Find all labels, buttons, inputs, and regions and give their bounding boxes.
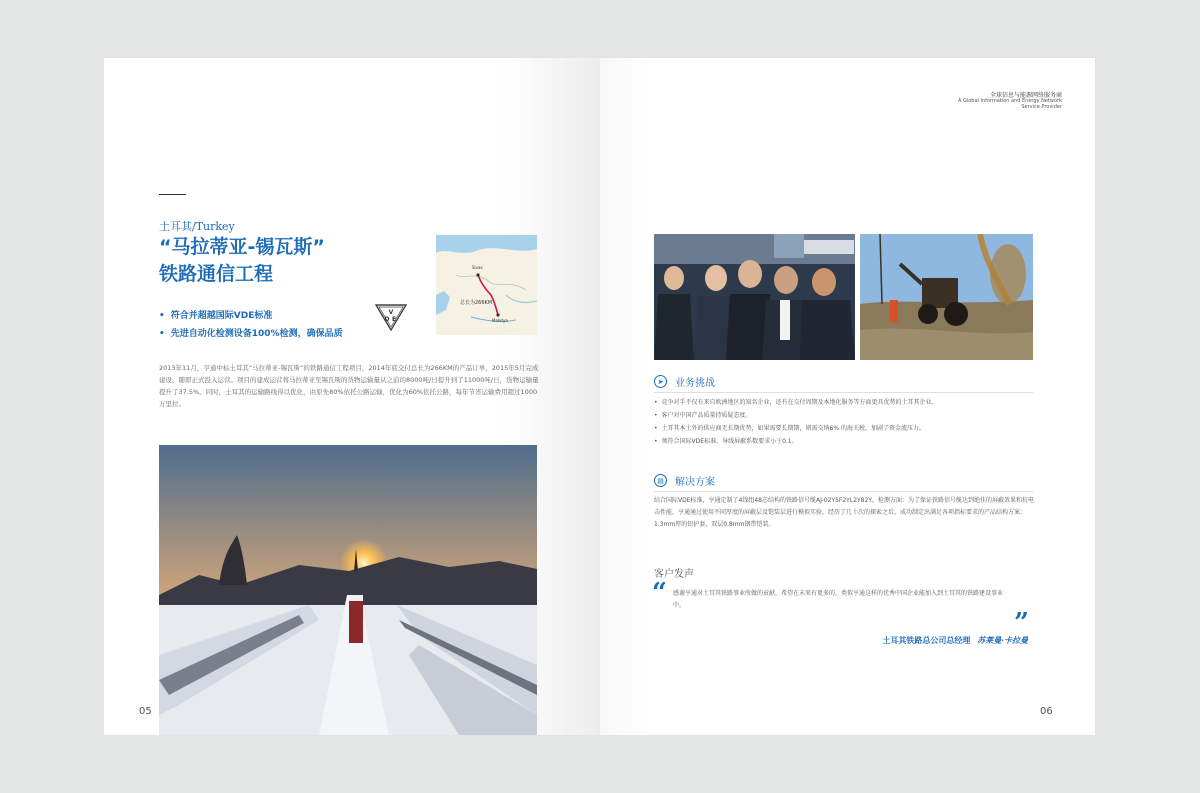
company-tagline-en: A Global Information and Energy Network Service Provider [957, 98, 1062, 110]
left-page [104, 58, 600, 735]
signature-name: 苏莱曼·卡拉曼 [977, 635, 1028, 645]
quote-signature [882, 635, 1028, 646]
section-divider [654, 392, 1033, 393]
feature-item: • 先进自动化检测设备100%检测，确保品质 [159, 325, 343, 343]
customer-voice-title: 客户发声 [654, 569, 694, 580]
page-number: 05 [139, 706, 152, 717]
project-title [159, 234, 419, 288]
signature-role: 土耳其铁路总公司总经理 [882, 636, 971, 645]
map-city-label: Malatya [492, 318, 508, 323]
feature-item: • 符合并超越国际VDE标准 [159, 307, 343, 325]
solution-title: 解决方案 [675, 477, 715, 488]
section-rule [159, 194, 186, 195]
region-label: 土耳其/Turkey [159, 220, 235, 233]
excavation-photo [860, 234, 1033, 360]
project-title-line1: “马拉蒂亚-锡瓦斯” [159, 236, 325, 258]
challenge-title: 业务挑战 [675, 378, 715, 389]
challenge-item: • 须符合国际VDE标准，导线屏蔽系数要求小于0.1。 [654, 435, 1034, 448]
route-map [436, 235, 537, 335]
project-title-line2: 铁路通信工程 [159, 263, 274, 285]
page-number: 06 [1040, 706, 1053, 717]
feature-list [159, 307, 343, 343]
project-description: 2013年11月，亨通中标土耳其“马拉蒂亚-锡瓦斯”的铁路通信工程项目，2014年底交付总长为266KM的产品订单，2015年5月完成建设，随即正式投入运营。项目的建成运营将马拉蒂亚至锡瓦斯的货物运输量从之前的8000吨/日提升到了11000吨/日，货物运输量提升了37.5%。同时，土耳其的运输路线得以优化，由原先80%依托公路运输，优化为60%依托公路，每年节省运输费用超过1000万里拉。 [159, 364, 539, 408]
challenge-item: • 客户对中国产品质量持质疑态度。 [654, 409, 1034, 422]
quote-close-icon: ” [1014, 608, 1029, 638]
solution-text: 结合国际VDE标准，亨通定制了4线组48芯结构的铁路信号缆AJ-02Y5F2YL2Y82Y。检测方面：为了保证铁路信号缆达到绝佳的屏蔽效果和抗电击性能，亨通通过使用不同厚度的屏蔽层及铠装层进行模拟实验，经历了几十次的探索之后，成功制定出满足各项指标要求的产品结构方案：1.3mm厚的铝护套，双层0.8mm钢带铠装。 [654, 497, 1034, 528]
company-tagline-cn: 全球信息与能源网络服务商 [989, 92, 1062, 99]
map-city-label: Sivas [472, 265, 483, 270]
solution-header [654, 473, 715, 488]
challenge-list [654, 396, 1034, 448]
challenge-item: • 竞争对手不仅有来自欧洲地区的知名企业，还有在交付周期及本地化服务等方面更具优势的土耳其企业。 [654, 396, 1034, 409]
delegation-photo [654, 234, 855, 360]
svg-text:E: E [391, 316, 397, 323]
map-route-label: 总长为266KM [460, 300, 493, 306]
snow-railyard-photo [159, 445, 537, 735]
challenge-header [654, 374, 715, 389]
customer-quote: 感谢亨通对土耳其铁路事业所做的贡献，希望在未来有更多的，类似亨通这样的优秀中国企业能加入到土耳其的铁路建设事业中。 [673, 590, 1004, 609]
challenge-item: • 土耳其本土外的供应商无长期优势，如果需要长期期，则需交纳6% 的海关税，加剧了资金流压力。 [654, 422, 1034, 435]
send-icon: ➤ [654, 375, 667, 388]
quote-open-icon: “ [652, 578, 667, 608]
right-page [600, 58, 1095, 735]
svg-text:D: D [384, 316, 390, 323]
document-icon: ▤ [654, 474, 667, 487]
vde-logo-icon [374, 302, 408, 332]
section-divider [654, 491, 1033, 492]
svg-text:V: V [388, 309, 394, 316]
